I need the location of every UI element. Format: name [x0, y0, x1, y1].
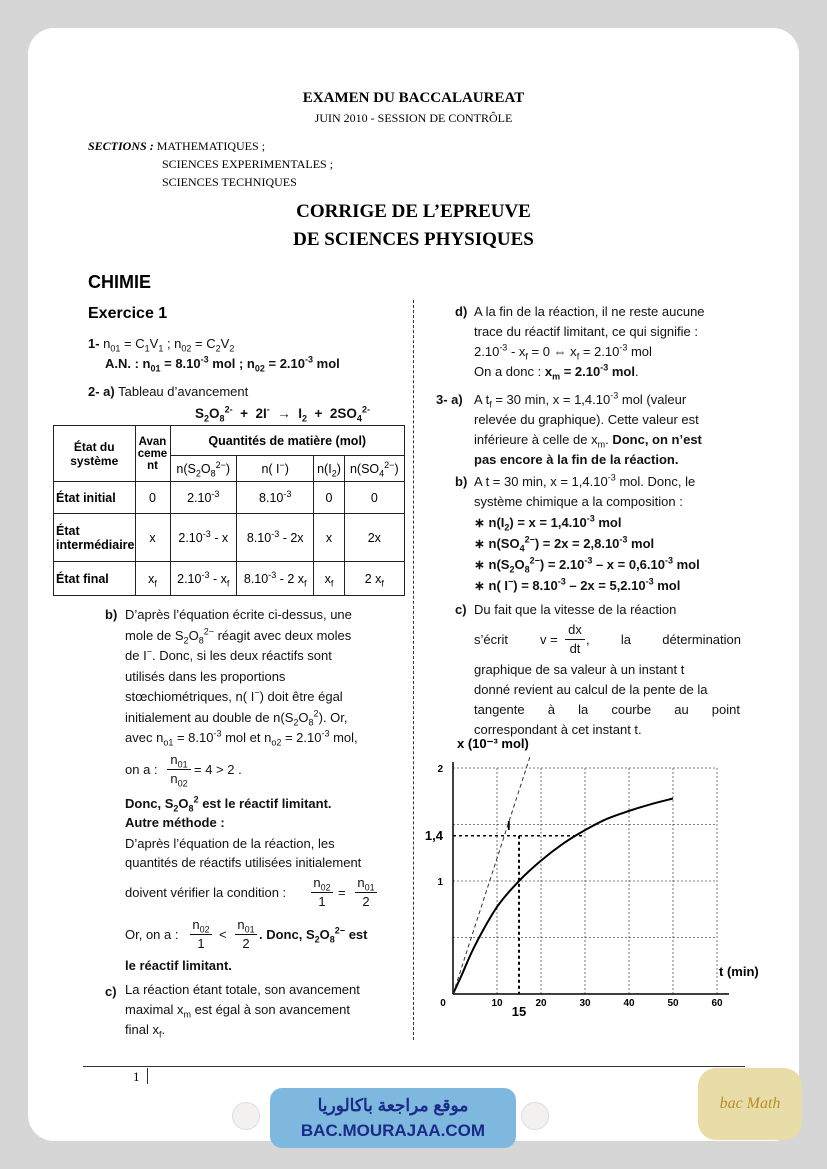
q2c-line3: final $x_f$. [125, 1022, 166, 1040]
cell: $8.10^{-3}$ [236, 482, 313, 514]
fraction-n01-2: $n_{01}$ 2 [355, 874, 377, 911]
q3c-line3: graphique de sa valeur à un instant t [474, 662, 685, 677]
q1-an: A.N. : $n_{01} = 8.10^{-3}$ mol ; $n_{02} = 2.10^{-3}$ mol [105, 354, 340, 374]
cell: $8.10^{-3} - 2$ $x_f$ [236, 562, 313, 596]
point-label: I [507, 817, 511, 833]
q3b-line2: système chimique a la composition : [474, 494, 683, 509]
q3a-line4: pas encore à la fin de la réaction. [474, 452, 679, 467]
x-tick-label: 40 [623, 998, 635, 1009]
equals-sign: = [338, 885, 346, 900]
x-tick-label: 15 [511, 1004, 527, 1019]
section-2: SCIENCES EXPERIMENTALES ; [162, 157, 334, 171]
x-tick-label: 0 [440, 998, 446, 1009]
fraction-n01-n02: $n_{01}$ $n_{02}$ [167, 751, 191, 788]
exercice-heading: Exercice 1 [88, 305, 168, 322]
am-line1: D’après l’équation de la réaction, les [125, 836, 335, 851]
x-tick-label: 20 [535, 998, 547, 1009]
x-axis-label: t (min) [719, 964, 759, 979]
right-badge-icon [521, 1102, 549, 1130]
x-tick-label: 50 [667, 998, 679, 1009]
equation: $S_2O_8^{2-} + 2I^- \to I_2 + 2SO_4^{2-}$ [195, 404, 370, 424]
q2b-label: b) [105, 607, 118, 622]
site-badge[interactable] [270, 1088, 516, 1148]
cell: $x_f$ [135, 562, 170, 596]
q2c-line1: La réaction étant totale, son avancement [125, 982, 360, 997]
q2a-text: Tableau d’avancement [118, 384, 249, 399]
page-number-rule [147, 1068, 148, 1084]
q2d-line3: $2.10^{-3} - x_f = 0$ ⇔ $x_f = 2.10^{-3}$ mol [474, 342, 652, 362]
th-i2: $n(I_2)$ [314, 456, 344, 482]
cell: x [135, 514, 170, 562]
q2b-conclusion: Donc, $S_2O_8^2$ est le réactif limitant. [125, 794, 332, 814]
y-tick-label: 1 [437, 877, 443, 888]
q3b-line1: A t = 30 min, $x = 1,4.10^{-3}$ mol. Donc, le [474, 472, 696, 489]
q3a-number: 3- a) [436, 392, 463, 407]
section-3: SCIENCES TECHNIQUES [162, 175, 297, 189]
cell: $2.10^{-3}$ [170, 482, 236, 514]
y-tick-label: 2 [437, 764, 443, 775]
q2a-number: 2- a) [88, 384, 115, 399]
q2b-ona: on a : [125, 762, 158, 777]
sections-label: SECTIONS : [88, 139, 154, 153]
q3c-line2b: , la détermination [586, 632, 741, 647]
footer-rule [83, 1066, 745, 1067]
fraction-n01-2b: $n_{01}$ 2 [235, 916, 257, 953]
column-divider [413, 300, 414, 1040]
q3c-line4: donné revient au calcul de la pente de la [474, 682, 708, 697]
v-equals: v = [540, 632, 558, 647]
cell: x [314, 514, 344, 562]
q3a-line2: relevée du graphique). Cette valeur est [474, 412, 699, 427]
q3b-label: b) [455, 474, 468, 489]
cell: 0 [344, 482, 404, 514]
cell: 2 $x_f$ [344, 562, 404, 596]
q3c-line5: tangente à la courbe au point [474, 702, 740, 717]
grid [453, 768, 717, 994]
x-tick-label: 10 [491, 998, 503, 1009]
row-label: État initial [54, 482, 136, 514]
q2c-line2: maximal $x_m$ est égal à son avancement [125, 1002, 351, 1020]
bacmath-logo: bac Math [698, 1068, 802, 1140]
q2d-line1: A la fin de la réaction, il ne reste aucune [474, 304, 705, 319]
q3c-line6: correspondant à cet instant t. [474, 722, 642, 737]
fraction-n02-1b: $n_{02}$ 1 [190, 916, 212, 953]
q2b-text: D’après l’équation écrite ci-dessus, une mole de $S_2O_8^{2-}$ réagit avec deux moles de I−. Donc, si les deux réactifs sont utilisés dans les proportions stœchiométriques, n( I−) doit être égal initialement au double de $n(S_2O_8^2)$. Or, avec $n_{o1} = 8.10^{-3}$ mol et $n_{o2} = 2.10^{-3}$ mol, [125, 607, 358, 748]
autre-methode: Autre méthode : [125, 815, 225, 830]
section-1: MATHEMATIQUES ; [156, 139, 266, 153]
table-row [54, 482, 405, 514]
left-badge-icon [232, 1102, 260, 1130]
chimie-heading: CHIMIE [88, 272, 151, 292]
q2d-line2: trace du réactif limitant, ce qui signifie : [474, 324, 698, 339]
doc-title-1: CORRIGE DE L’EPREUVE [296, 201, 531, 222]
th-etat: État du système [54, 426, 136, 482]
q3c-line1: Du fait que la vitesse de la réaction [474, 602, 677, 617]
cell: $8.10^{-3} - 2x$ [236, 514, 313, 562]
sections-block [88, 137, 333, 191]
row-label: État intermédiaire [54, 514, 136, 562]
less-sign: < [219, 927, 227, 942]
y-axis-label: x (10⁻³ mol) [457, 736, 529, 751]
cell: 0 [314, 482, 344, 514]
table-row [54, 514, 405, 562]
th-avancement: Avancement [135, 426, 170, 482]
q1-line1: 1- $n_{01} = C_1V_1$ ; $n_{02} = C_2V_2$ [88, 336, 235, 354]
or-ona: Or, on a : [125, 927, 179, 942]
q3c-sechrit: s’écrit [474, 632, 508, 647]
limitant-line: le réactif limitant. [125, 958, 232, 973]
q2c-label: c) [105, 984, 117, 999]
q3a-line3: inférieure à celle de $x_m$. Donc, on n’est [474, 432, 702, 450]
x-tick-label: 60 [711, 998, 723, 1009]
q2d-label: d) [455, 304, 468, 319]
q1-number: 1- [88, 336, 100, 351]
fraction-n02-1: $n_{02}$ 1 [311, 874, 333, 911]
cell: $x_f$ [314, 562, 344, 596]
th-iodide: n( I−) [236, 456, 313, 482]
cell: $2.10^{-3} - x_f$ [170, 562, 236, 596]
q3a-line1: A $t_f = 30$ min, $x = 1,4.10^{-3}$ mol (valeur [474, 390, 687, 410]
cell: $2.10^{-3}$ - x [170, 514, 236, 562]
axes [453, 762, 729, 994]
exam-title: EXAMEN DU BACCALAUREAT [302, 90, 525, 106]
cell: 2x [344, 514, 404, 562]
advancement-table [53, 425, 405, 596]
donc-2: . Donc, $S_2O_8^{2-}$ est [259, 925, 368, 945]
table-row [54, 562, 405, 596]
q2b-result: = 4 > 2 . [194, 762, 242, 777]
site-arabic: موقع مراجعة باكالوريا [317, 1096, 469, 1115]
q2a-line [88, 382, 248, 402]
q2d-line4: On a donc : $x_m = 2.10^{-3}$ mol. [474, 362, 639, 382]
fraction-dx-dt: dx dt [565, 621, 585, 658]
doc-title-2: DE SCIENCES PHYSIQUES [293, 229, 534, 250]
y-tick-label: 1,4 [424, 827, 443, 843]
q3c-label: c) [455, 602, 467, 617]
curve-x-t [453, 799, 673, 994]
session-text: JUIN 2010 - SESSION DE CONTRÔLE [314, 111, 513, 125]
tick-labels [425, 764, 723, 1019]
th-s2o8: $n(S_2O_8^{2-})$ [170, 456, 236, 482]
th-so4: $n(SO_4^{2-})$ [344, 456, 404, 482]
am-line2: quantités de réactifs utilisées initialement [125, 855, 362, 870]
composition-list: ∗ $n(I_2) = x = 1,4.10^{-3}$ mol ∗ $n(SO_4^{2-}) = 2x = 2,8.10^{-3}$ mol ∗ $n(S_2O_8^{2-}) = 2.10^{-3} - x = 0,6.10^{-3}$ mol ∗ n( $I^-) = 8.10^{-3} - 2x = 5,2.10^{-3}$ mol [474, 513, 700, 593]
row-label: État final [54, 562, 136, 596]
page-number: 1 [133, 1069, 140, 1084]
th-quantites: Quantités de matière (mol) [170, 426, 405, 456]
site-url: BAC.MOURAJAA.COM [300, 1121, 486, 1140]
am-line3: doivent vérifier la condition : [125, 885, 287, 900]
cell: 0 [135, 482, 170, 514]
graph-x-vs-t [415, 730, 785, 1025]
x-tick-label: 30 [579, 998, 591, 1009]
